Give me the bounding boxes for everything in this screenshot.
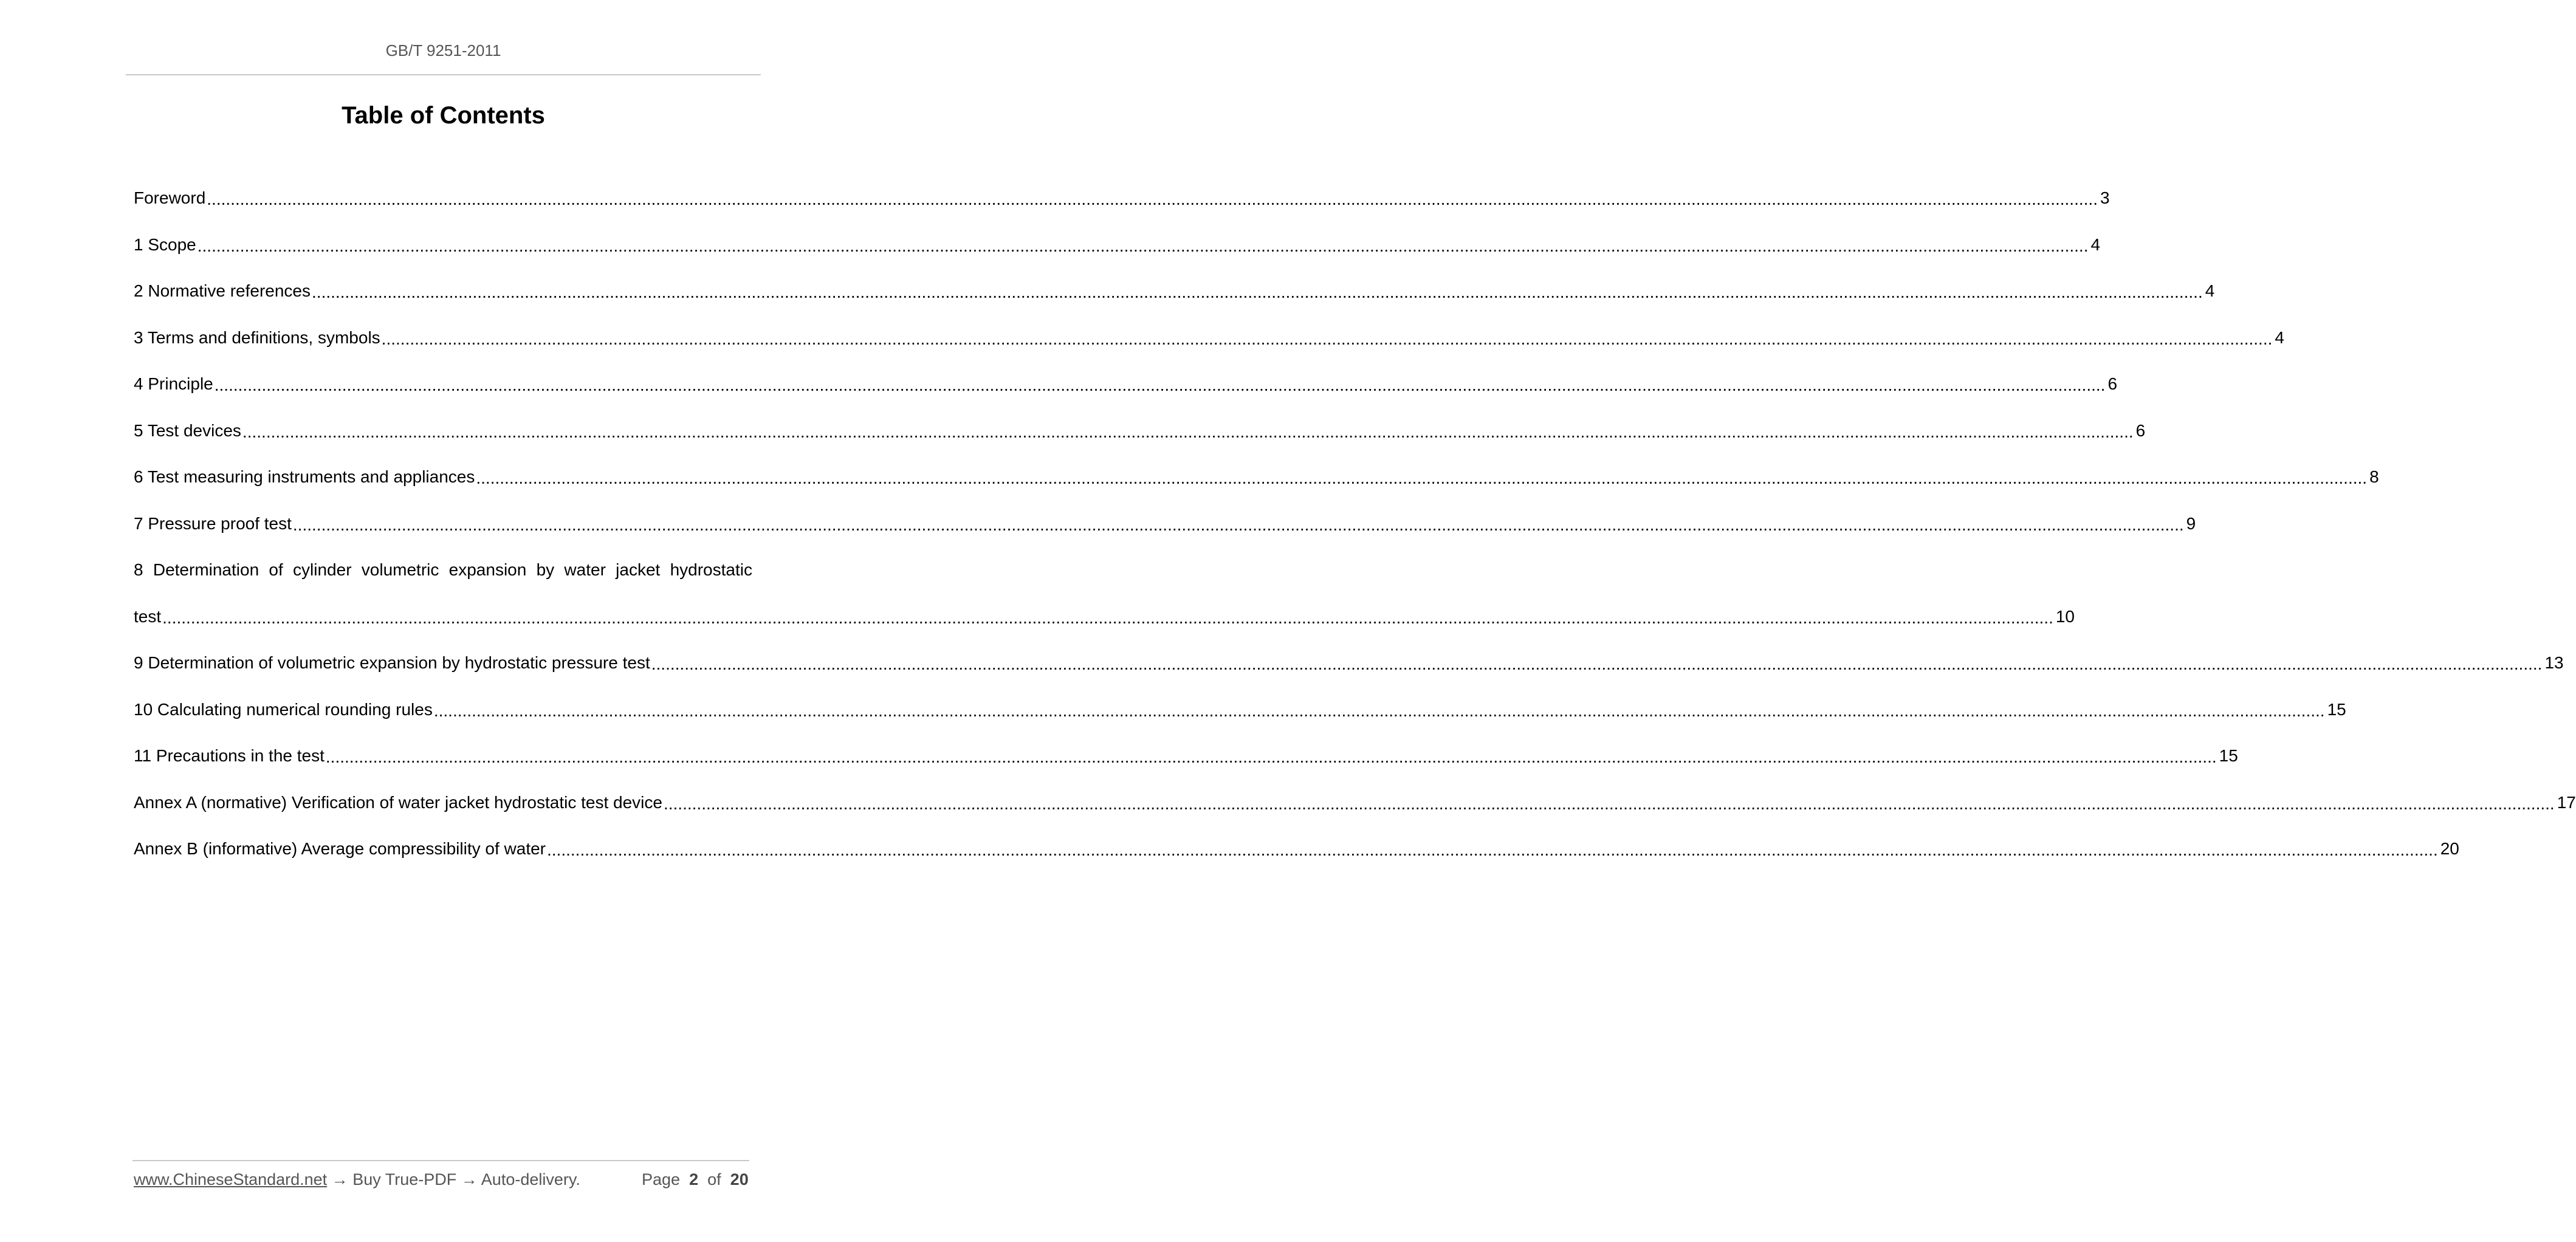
toc-entry-label-continued: test (134, 606, 162, 626)
toc-entry-page: 15 (2327, 699, 2346, 719)
toc-entry-label-word: 8 (134, 560, 143, 580)
toc-entry-page: 8 (2369, 467, 2379, 487)
toc-entry-label-word: cylinder (293, 560, 352, 580)
toc-entry-foreword[interactable] (134, 175, 2110, 222)
website-link[interactable]: www.ChineseStandard.net (134, 1170, 328, 1189)
toc-entry-page: 4 (2090, 235, 2101, 254)
dot-leader: ................................................................................................................................................................................................................................................................................................................................................................................................................ (547, 840, 2438, 860)
toc-entry-page: 15 (2219, 746, 2238, 766)
toc-entry-label: 7 Pressure proof test (134, 513, 292, 533)
dot-leader: ................................................................................................................................................................................................................................................................................................................................................................................................................ (312, 283, 2203, 302)
page-word: Page (642, 1170, 681, 1189)
dot-leader: ................................................................................................................................................................................................................................................................................................................................................................................................................ (207, 190, 2098, 209)
toc-entry-label-word: volumetric (361, 560, 439, 580)
dot-leader: ................................................................................................................................................................................................................................................................................................................................................................................................................ (214, 376, 2106, 395)
table-of-contents (134, 175, 2576, 873)
toc-entry-terms-definitions[interactable] (134, 315, 2284, 362)
current-page-number: 2 (689, 1170, 699, 1189)
toc-entry-page: 3 (2100, 188, 2110, 208)
toc-entry-pressure-proof-test[interactable] (134, 501, 2196, 547)
toc-entry-label-word: of (269, 560, 283, 580)
dot-leader: ................................................................................................................................................................................................................................................................................................................................................................................................................ (476, 468, 2368, 488)
toc-entry-page: 10 (2055, 606, 2075, 626)
toc-entry-page: 4 (2275, 328, 2284, 347)
toc-entry-annex-a[interactable] (134, 780, 2576, 826)
toc-entry-page: 4 (2205, 281, 2215, 301)
toc-entry-precautions[interactable] (134, 733, 2238, 780)
of-word: of (707, 1170, 721, 1189)
toc-entry-label: Annex B (informative) Average compressibility of water (134, 839, 546, 859)
dot-leader: ................................................................................................................................................................................................................................................................................................................................................................................................................ (162, 608, 2053, 627)
toc-entry-page: 13 (2544, 653, 2564, 673)
toc-entry-label-word: by (536, 560, 555, 580)
toc-entry-label: 9 Determination of volumetric expansion by hydrostatic pressure test (134, 653, 650, 673)
toc-entry-page: 9 (2186, 513, 2196, 533)
delivery-text: Auto-delivery. (481, 1170, 580, 1189)
dot-leader: ................................................................................................................................................................................................................................................................................................................................................................................................................ (197, 236, 2089, 255)
toc-entry-page: 20 (2440, 839, 2459, 859)
toc-entry-page: 6 (2135, 420, 2146, 440)
arrow-right-icon: → (461, 1170, 478, 1189)
toc-entry-label-word: water (564, 560, 606, 580)
toc-entry-test-instruments[interactable] (134, 454, 2379, 501)
toc-entry-water-jacket-line1[interactable] (134, 547, 752, 594)
toc-entry-page: 17 (2557, 792, 2576, 812)
toc-entry-hydrostatic-pressure-test[interactable] (134, 640, 2564, 687)
page-counter (642, 1170, 749, 1189)
dot-leader: ................................................................................................................................................................................................................................................................................................................................................................................................................ (663, 794, 2555, 813)
toc-entry-label: 1 Scope (134, 235, 196, 254)
toc-entry-label: 10 Calculating numerical rounding rules (134, 699, 433, 719)
page-title: Table of Contents (342, 102, 545, 129)
dot-leader: ................................................................................................................................................................................................................................................................................................................................................................................................................ (292, 515, 2184, 534)
toc-entry-normative-references[interactable] (134, 268, 2215, 315)
footer-divider (132, 1160, 749, 1161)
toc-entry-label-word: Determination (153, 560, 259, 580)
page-header-standard-code: GB/T 9251-2011 (385, 41, 501, 60)
toc-entry-label: Foreword (134, 188, 206, 208)
toc-entry-label-word: jacket (616, 560, 661, 580)
toc-entry-label: 4 Principle (134, 374, 213, 394)
dot-leader: ................................................................................................................................................................................................................................................................................................................................................................................................................ (381, 329, 2273, 348)
toc-entry-label-word: expansion (448, 560, 527, 580)
toc-entry-label: 5 Test devices (134, 420, 241, 440)
toc-entry-label: 6 Test measuring instruments and appliances (134, 467, 475, 487)
dot-leader: ................................................................................................................................................................................................................................................................................................................................................................................................................ (433, 701, 2325, 720)
dot-leader: ................................................................................................................................................................................................................................................................................................................................................................................................................ (242, 422, 2134, 441)
toc-entry-label: 2 Normative references (134, 281, 311, 301)
buy-text: Buy True-PDF (352, 1170, 457, 1189)
arrow-right-icon: → (331, 1170, 348, 1189)
toc-entry-page: 6 (2107, 374, 2118, 394)
header-divider (126, 74, 761, 75)
page-footer (134, 1170, 750, 1189)
toc-entry-test-devices[interactable] (134, 408, 2146, 455)
toc-entry-label: 11 Precautions in the test (134, 746, 325, 766)
toc-entry-annex-b[interactable] (134, 826, 2459, 873)
toc-entry-rounding-rules[interactable] (134, 687, 2346, 733)
dot-leader: ................................................................................................................................................................................................................................................................................................................................................................................................................ (325, 747, 2217, 767)
dot-leader: ................................................................................................................................................................................................................................................................................................................................................................................................................ (651, 654, 2543, 674)
toc-entry-label: 3 Terms and definitions, symbols (134, 328, 380, 347)
toc-entry-principle[interactable] (134, 361, 2118, 408)
toc-entry-water-jacket-line2[interactable] (134, 594, 2075, 640)
toc-entry-label-word: hydrostatic (670, 560, 752, 580)
toc-entry-label: Annex A (normative) Verification of water jacket hydrostatic test device (134, 792, 662, 812)
total-pages-number: 20 (730, 1170, 749, 1189)
toc-entry-scope[interactable] (134, 222, 2101, 269)
